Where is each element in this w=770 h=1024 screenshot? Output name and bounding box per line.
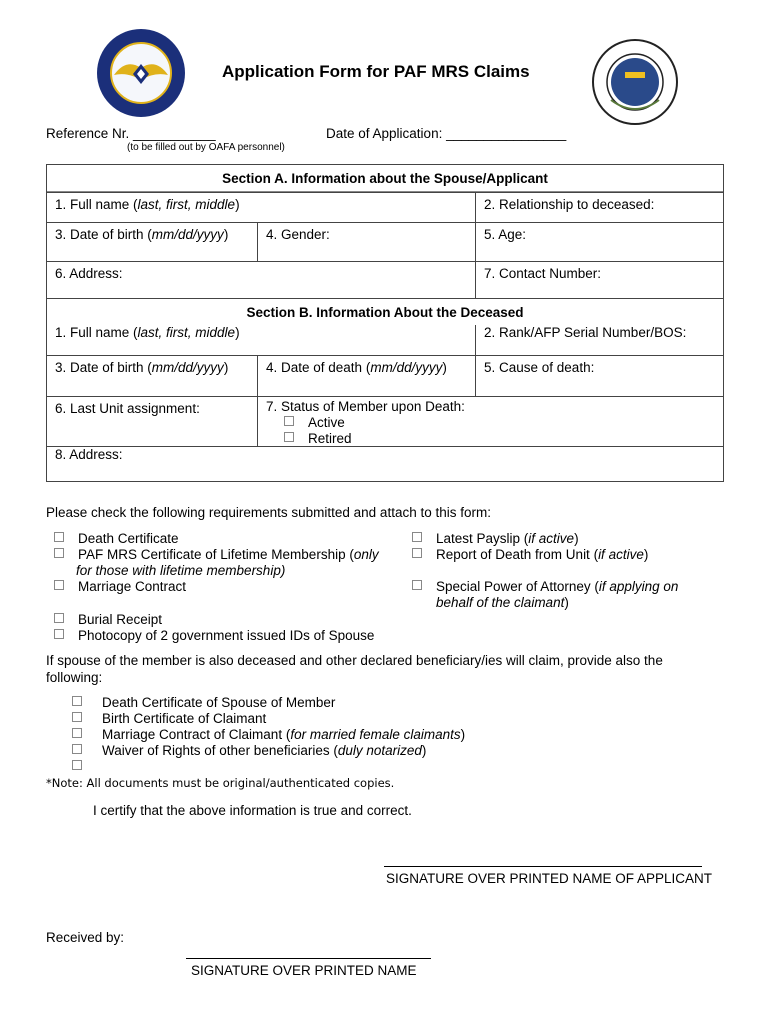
- label-italic: mm/dd/yyyy: [151, 360, 224, 375]
- status-active-label: Active: [308, 415, 345, 430]
- requirements-left-list: [46, 531, 379, 595]
- checkbox-icon[interactable]: [54, 629, 64, 639]
- req-label: ): [574, 531, 579, 546]
- req-label: Latest Payslip (: [436, 531, 529, 546]
- status-retired-option[interactable]: [266, 431, 467, 447]
- req-latest-payslip[interactable]: [412, 531, 678, 547]
- section-a-row-2: [47, 222, 723, 261]
- req-label: Death Certificate of Spouse of Member: [102, 695, 336, 710]
- section-a-row-3: [47, 261, 723, 298]
- applicant-signature-line[interactable]: [384, 866, 702, 867]
- req-label: ): [421, 743, 427, 758]
- section-b-row-1: [47, 325, 723, 355]
- documents-note: *Note: All documents must be original/authenticated copies.: [46, 776, 395, 790]
- req-label-italic: behalf of the claimant: [436, 595, 565, 610]
- extra-line-1: If spouse of the member is also deceased and other declared beneficiary/ies will claim, provide also the: [46, 653, 663, 668]
- req-label: PAF MRS Certificate of Lifetime Membership (: [78, 547, 354, 562]
- req-label: Report of Death from Unit (: [436, 547, 599, 562]
- section-b-row-4: [47, 446, 723, 481]
- oafa-seal: [591, 38, 679, 126]
- extra-line-2: following:: [46, 670, 103, 685]
- applicant-signature-label: SIGNATURE OVER PRINTED NAME OF APPLICANT: [386, 871, 713, 886]
- status-active-option[interactable]: [266, 415, 467, 431]
- req-spa-cont: [412, 595, 678, 611]
- deceased-address-field[interactable]: 8. Address:: [55, 447, 123, 462]
- req-label: Death Certificate: [78, 531, 179, 546]
- req-label-italic: if active: [528, 531, 575, 546]
- certification-statement: I certify that the above information is true and correct.: [93, 803, 412, 818]
- label-text: ): [223, 360, 229, 375]
- oafa-note: (to be filled out by OAFA personnel): [127, 142, 285, 153]
- req-paf-mrs-certificate-cont: for those with lifetime membership): [76, 563, 286, 578]
- checkbox-icon[interactable]: [72, 712, 82, 722]
- label-italic: last, first, middle: [137, 325, 236, 340]
- req-birth-certificate[interactable]: [72, 711, 465, 727]
- gender-field[interactable]: 4. Gender:: [257, 223, 475, 261]
- req-label: Marriage Contract: [78, 579, 187, 594]
- section-b-row-3: [47, 396, 723, 446]
- req-label-italic: duly notarized: [337, 743, 422, 758]
- page-title: Application Form for PAF MRS Claims: [222, 62, 530, 81]
- checkbox-icon[interactable]: [54, 548, 64, 558]
- requirements-bottom-list: [46, 612, 374, 644]
- spouse-full-name-field[interactable]: [47, 193, 475, 222]
- receiver-signature-line[interactable]: [186, 958, 431, 959]
- label-text: ): [223, 227, 229, 242]
- spouse-address-field[interactable]: 6. Address:: [55, 266, 123, 281]
- req-special-power-of-attorney[interactable]: [412, 579, 678, 595]
- req-label-italic: if applying on: [598, 579, 679, 594]
- req-claimant-marriage-contract[interactable]: [72, 727, 465, 743]
- contact-number-field[interactable]: 7. Contact Number:: [475, 262, 723, 298]
- requirements-right-list: [412, 531, 678, 611]
- date-of-application-label: Date of Application: ________________: [326, 126, 567, 141]
- label-text: 3. Date of birth (: [55, 360, 152, 375]
- checkbox-icon[interactable]: [72, 760, 82, 770]
- checkbox-icon[interactable]: [412, 548, 422, 558]
- label-text: 1. Full name (: [55, 197, 138, 212]
- req-label: ): [564, 595, 569, 610]
- req-label: ): [643, 547, 649, 562]
- deceased-full-name-field[interactable]: [47, 325, 475, 355]
- label-text: 4. Date of death (: [266, 360, 371, 375]
- req-waiver-of-rights[interactable]: [72, 743, 465, 759]
- checkbox-icon[interactable]: [54, 580, 64, 590]
- label-text: ): [235, 325, 240, 340]
- checkbox-icon[interactable]: [72, 744, 82, 754]
- label-text: 1. Full name (: [55, 325, 138, 340]
- received-by-label: Received by:: [46, 930, 125, 945]
- req-label: Special Power of Attorney (: [436, 579, 599, 594]
- paf-logo: [96, 28, 186, 118]
- section-a-row-1: [47, 192, 723, 222]
- extra-instructions: [46, 652, 663, 686]
- req-label-italic: only: [353, 547, 379, 562]
- label-italic: mm/dd/yyyy: [151, 227, 224, 242]
- application-form-table: [46, 164, 724, 482]
- deceased-dob-field[interactable]: [47, 356, 257, 396]
- cause-of-death-field[interactable]: 5. Cause of death:: [475, 356, 723, 396]
- checkbox-icon[interactable]: [412, 580, 422, 590]
- req-label-italic: if active: [598, 547, 644, 562]
- label-italic: last, first, middle: [137, 197, 236, 212]
- relationship-field[interactable]: 2. Relationship to deceased:: [475, 193, 723, 222]
- last-unit-field[interactable]: 6. Last Unit assignment:: [55, 401, 200, 416]
- req-label: Waiver of Rights of other beneficiaries (: [102, 743, 338, 758]
- req-death-certificate[interactable]: [46, 531, 379, 547]
- checkbox-icon[interactable]: [54, 532, 64, 542]
- date-of-death-field[interactable]: [257, 356, 475, 396]
- section-b-row-2: [47, 355, 723, 396]
- checkbox-icon[interactable]: [72, 728, 82, 738]
- req-label: Marriage Contract of Claimant (: [102, 727, 291, 742]
- checkbox-icon[interactable]: [284, 432, 294, 442]
- section-a-heading: Section A. Information about the Spouse/Applicant: [47, 165, 723, 192]
- reference-number-label: Reference Nr. ___________: [46, 126, 216, 141]
- status-retired-label: Retired: [308, 431, 352, 446]
- member-status-field: [257, 397, 475, 446]
- checkbox-icon[interactable]: [284, 416, 294, 426]
- req-paf-mrs-certificate[interactable]: [46, 547, 379, 563]
- label-italic: mm/dd/yyyy: [370, 360, 443, 375]
- req-marriage-contract[interactable]: [46, 579, 379, 595]
- checkbox-icon[interactable]: [412, 532, 422, 542]
- label-text: 3. Date of birth (: [55, 227, 152, 242]
- req-government-ids[interactable]: [46, 628, 374, 644]
- req-label-italic: for married female claimants: [290, 727, 461, 742]
- rank-serial-field[interactable]: 2. Rank/AFP Serial Number/BOS:: [475, 325, 723, 355]
- req-label: ): [460, 727, 466, 742]
- section-b-heading: Section B. Information About the Deceased: [47, 298, 723, 325]
- label-text: ): [442, 360, 447, 375]
- req-label: Burial Receipt: [78, 612, 163, 627]
- spouse-dob-field[interactable]: [47, 223, 257, 261]
- req-label: Birth Certificate of Claimant: [102, 711, 267, 726]
- age-field[interactable]: 5. Age:: [475, 223, 723, 261]
- requirements-intro: Please check the following requirements submitted and attach to this form:: [46, 505, 491, 520]
- checkbox-icon[interactable]: [54, 613, 64, 623]
- req-spouse-death-certificate[interactable]: [72, 695, 465, 711]
- req-label: Photocopy of 2 government issued IDs of Spouse: [78, 628, 375, 643]
- label-text: ): [235, 197, 240, 212]
- receiver-signature-label: SIGNATURE OVER PRINTED NAME: [191, 963, 417, 978]
- checkbox-icon[interactable]: [72, 696, 82, 706]
- req-burial-receipt[interactable]: [46, 612, 374, 628]
- member-status-label: 7. Status of Member upon Death:: [266, 399, 465, 414]
- req-blank-option[interactable]: [72, 759, 465, 775]
- extra-requirements-list: [72, 695, 465, 775]
- req-report-of-death[interactable]: [412, 547, 678, 563]
